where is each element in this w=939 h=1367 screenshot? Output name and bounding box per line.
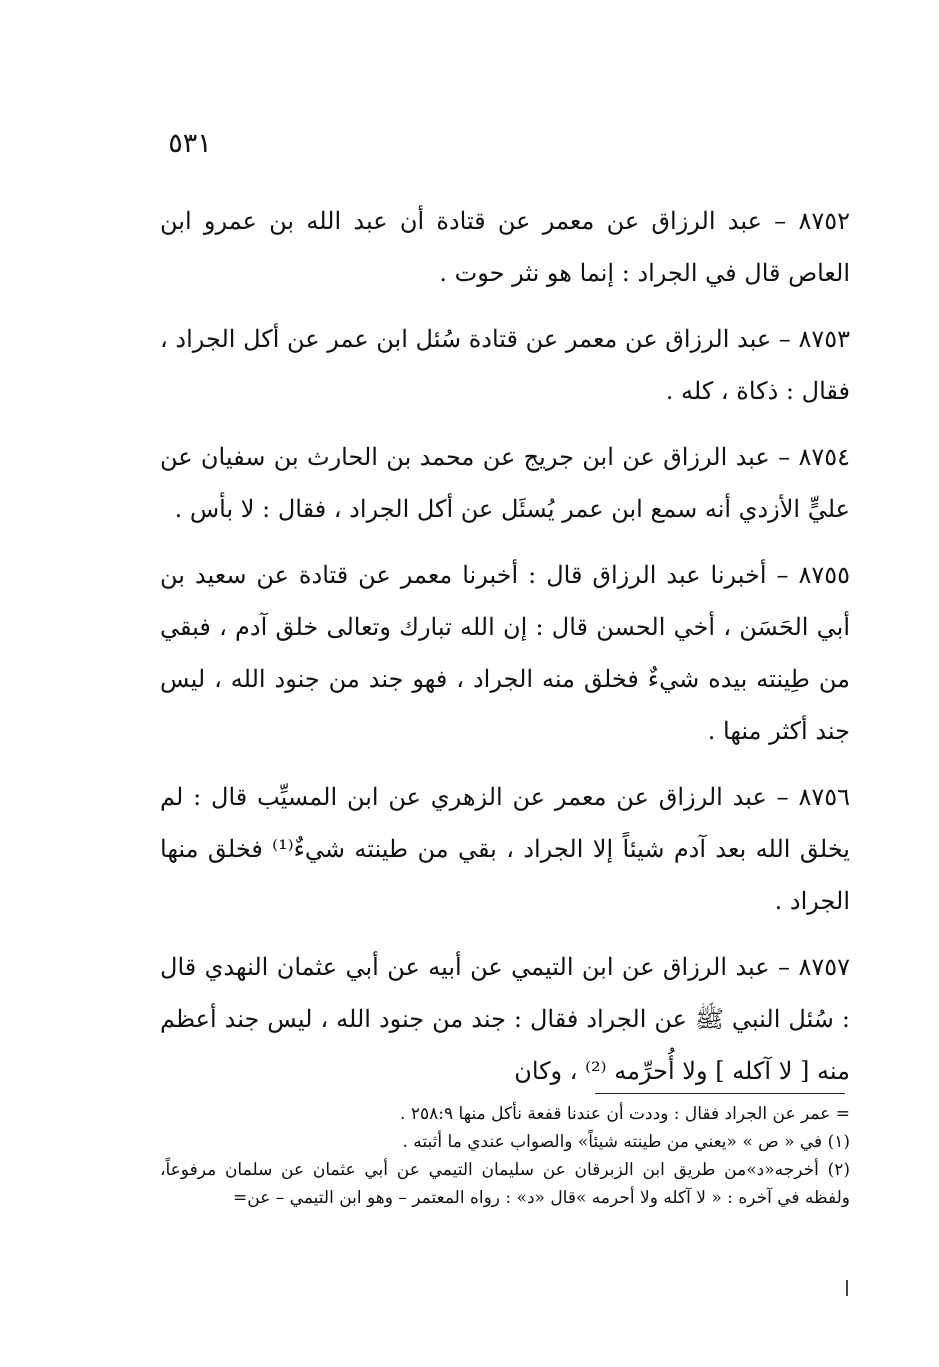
hadith-entries <box>160 195 850 1111</box>
hadith-entry-8757: ٨٧٥٧ – عبد الرزاق عن ابن التيمي عن أبيه عن أبي عثمان النهدي قال : سُئل النبي ﷺ عن الجراد فقال : جند من جنود الله ، ليس جند أعظم منه [ لا آكله ] ولا أُحرِّمه ⁽²⁾ ، وكان <box>160 953 850 1085</box>
hadith-entry-8756: ٨٧٥٦ – عبد الرزاق عن معمر عن الزهري عن ابن المسيِّب قال : لم يخلق الله بعد آدم شيئاً إلا الجراد ، بقي من طينته شيءٌ⁽¹⁾ فخلق منها الجراد . <box>160 783 850 915</box>
footnote-2: (٢) أخرجه«د»من طريق ابن الزبرقان عن سليمان التيمي عن أبي عثمان عن سلمان مرفوعاً، ولفظه في آخره : « لا آكله ولا أحرمه »قال «د» : رواه المعتمر – وهو ابن التيمي – عن= <box>160 1160 850 1208</box>
margin-mark <box>846 1280 848 1296</box>
hadith-entry-8754: ٨٧٥٤ – عبد الرزاق عن ابن جريج عن محمد بن الحارث بن سفيان عن عليٍّ الأزدي أنه سمع ابن عمر يُسئَل عن أكل الجراد ، فقال : لا بأس . <box>160 443 850 523</box>
page-number: ٥٣١ <box>168 128 212 159</box>
hadith-entry-8755: ٨٧٥٥ – أخبرنا عبد الرزاق قال : أخبرنا معمر عن قتادة عن سعيد بن أبي الحَسَن ، أخي الحسن قال : إن الله تبارك وتعالى خلق آدم ، فبقي من طِينته بيده شيءٌ فخلق منه الجراد ، فهو جند من جنود الله ، ليس جند أكثر منها . <box>160 561 850 745</box>
footnotes <box>160 1100 850 1212</box>
hadith-entry-8753: ٨٧٥٣ – عبد الرزاق عن معمر عن قتادة سُئل ابن عمر عن أكل الجراد ، فقال : ذكاة ، كله . <box>160 325 850 405</box>
footnote-divider <box>595 1093 845 1094</box>
footnote-1: (١) في « ص » «يعني من طينته شيئاً» والصواب عندي ما أثبته . <box>402 1132 850 1152</box>
hadith-entry-8752: ٨٧٥٢ – عبد الرزاق عن معمر عن قتادة أن عبد الله بن عمرو ابن العاص قال في الجراد : إنما هو نثر حوت . <box>160 207 850 287</box>
footnote-continuation: = عمر عن الجراد فقال : وددت أن عندنا قفعة نأكل منها ٢٥٨:٩ . <box>400 1104 850 1124</box>
